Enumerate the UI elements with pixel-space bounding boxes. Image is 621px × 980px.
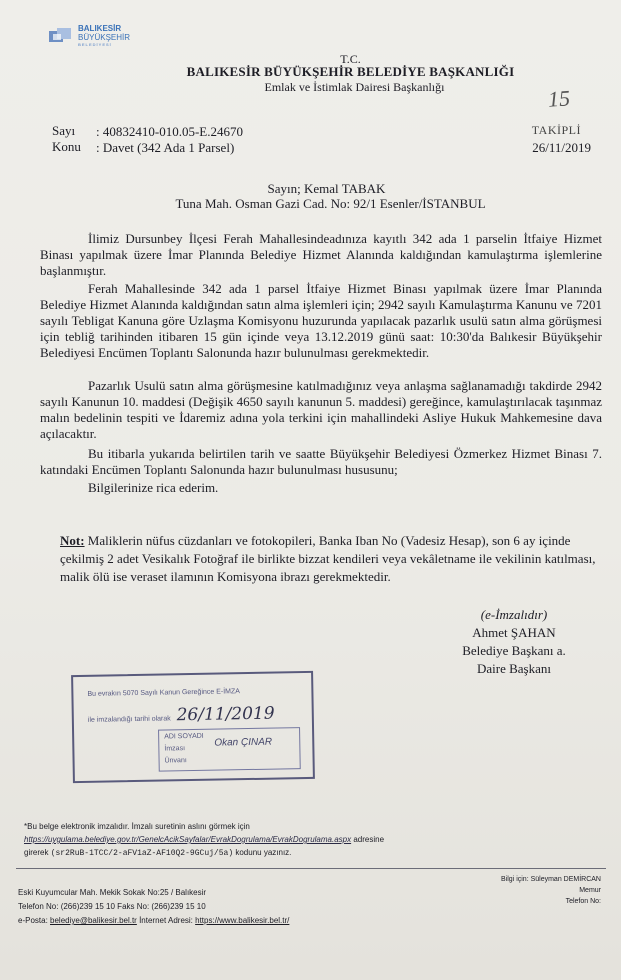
footer-web-link[interactable]: https://www.balikesir.bel.tr/	[195, 916, 290, 925]
konu-label: Konu	[52, 139, 81, 154]
recipient-name: Sayın; Kemal TABAK	[267, 181, 386, 196]
body-paragraph: Ferah Mahallesinde 342 ada 1 parsel İtfaiye Hizmet Binası yapılmak üzere İmar Planında Belediye Hizmet Alanında kaldığından satın alma işlemleri için; 2942 sayılı Kamulaştırma Kanunu ve 7201 sayılı Tebligat Kanuna göre Uzlaşma Komisyonu huzurunda yapılacak pazarlık usulü satın alma görüşmesi için tebliğ tarihinden itibaren 15 gün içinde veya 13.12.2019 günü saat: 10:30'da Balıkesir Büyükşehir Belediyesi Encümen Toplantı Salonunda hazır bulunulması gerekmektedir.	[40, 281, 602, 360]
signer-name: Ahmet ŞAHAN	[472, 625, 556, 640]
stamp-date: 26/11/2019	[176, 703, 275, 726]
verification-code-suffix: kodunu yazınız.	[233, 848, 292, 857]
footer-info-title: Memur	[579, 887, 601, 894]
stamp-signature-label: İmzası	[164, 745, 186, 753]
body-paragraph: İlimiz Dursunbey İlçesi Ferah Mahallesindeadınıza kayıtlı 342 ada 1 parselin İtfaiye Hizmet Binası yapılmak üzere İmar Planında Belediye Hizmet Alanında kaldığından kamulaştırma işlemlerine başlanmıştır.	[40, 231, 602, 278]
header-tc: T.C.	[340, 52, 361, 66]
verification-url[interactable]: https://uygulama.belediye.gov.tr/GenelcAcikSayfalar/EvrakDogrulama/EvrakDogrulama.aspx	[24, 835, 352, 844]
footer-info-label: Bilgi için: Süleyman DEMİRCAN	[501, 876, 601, 883]
verification-line-3	[24, 846, 384, 860]
footer-phone-fax: Telefon No: (266)239 15 10 Faks No: (266)239 15 10	[18, 902, 206, 911]
sayi-label: Sayı	[52, 123, 76, 138]
footer-email-link[interactable]: belediye@balikesir.bel.tr	[50, 916, 137, 925]
header-department: Emlak ve İstimlak Dairesi Başkanlığı	[264, 80, 445, 94]
footer-info-phone: Telefon No:	[565, 898, 601, 905]
receipt-stamp	[71, 671, 315, 783]
note-text: Maliklerin nüfus cüzdanları ve fotokopileri, Banka Iban No (Vadesiz Hesap), son 6 ay içinde çekilmiş 2 adet Vesikalık Fotoğraf ile birlikte bizzat kendileri veya vekâletname ile vekilinin katılması, malik ölü ise veraset ilamının Komisyona ibrazı gerekmektedir.	[60, 533, 596, 584]
footer-address: Eski Kuyumcular Mah. Mekik Sokak No:25 / Balıkesir	[18, 888, 207, 897]
verification-after-url: adresine	[351, 835, 385, 844]
paragraph-4	[40, 446, 602, 478]
stamp-name-label: ADI SOYADI	[164, 732, 204, 741]
handwritten-mark: 15	[547, 85, 571, 112]
body-paragraph: Bu itibarla yukarıda belirtilen tarih ve saatte Büyükşehir Belediyesi Özmerkez Hizmet Binası 7. katındaki Encümen Toplantı Salonunda hazır bulunulması hususunu;	[40, 446, 602, 477]
footer-email-label: e-Posta:	[18, 916, 51, 925]
logo-line-1: BALIKESİR	[78, 24, 122, 33]
stamp-title-label: Ünvanı	[164, 757, 187, 765]
logo-text	[78, 24, 130, 47]
closing-line: Bilgilerinize rica ederim.	[88, 480, 219, 495]
stamp-line-2	[88, 704, 275, 727]
verification-code-prefix: girerek	[24, 848, 51, 857]
sayi-value: : 40832410-010.05-E.24670	[96, 124, 243, 139]
konu-value: : Davet (342 Ada 1 Parsel)	[96, 140, 235, 155]
signer-title-2: Daire Başkanı	[476, 661, 551, 676]
document-date: 26/11/2019	[532, 140, 591, 155]
verification-line-1: *Bu belge elektronik imzalıdır. İmzalı suretinin aslını görmek için	[24, 822, 250, 831]
footer-info	[501, 874, 601, 907]
signer-title-1: Belediye Başkanı a.	[462, 643, 566, 658]
logo-line-2: BÜYÜKŞEHİR	[78, 33, 131, 42]
logo-line-3: BELEDİYESİ	[78, 42, 112, 47]
logo-mark-icon	[48, 27, 72, 45]
note-label: Not:	[60, 533, 85, 548]
recipient-address: Tuna Mah. Osman Gazi Cad. No: 92/1 Esenler/İSTANBUL	[175, 196, 486, 211]
verification-note	[24, 820, 384, 860]
verification-line-2	[24, 833, 384, 846]
footer-contact	[18, 886, 289, 928]
municipality-logo	[48, 24, 130, 47]
footer-divider	[16, 868, 606, 869]
header-institution: BALIKESİR BÜYÜKŞEHİR BELEDİYE BAŞKANLIĞI	[186, 64, 515, 79]
signature-block	[439, 606, 589, 678]
footer-web-label: İnternet Adresi:	[136, 916, 196, 925]
paragraph-5	[40, 480, 602, 496]
paragraph-2	[40, 281, 602, 361]
note-block	[60, 532, 600, 586]
e-signed-label: (e-İmzalıdır)	[480, 607, 548, 622]
body-paragraph: Pazarlık Usulü satın alma görüşmesine katılmadığınız veya anlaşma sağlanamadığı takdirde 2942 sayılı Kanunun 10. maddesi (Değişik 4650 sayılı kanunun 5. maddesi) gereğince, kamulaştırılacak taşınmaz malın bedelinin tespiti ve İdaremiz adına yola terkini için mahallindeki Asliye Hukuk Mahkemesine dava açılacaktır.	[40, 378, 602, 441]
paragraph-1	[40, 231, 602, 279]
stamp-scrawl: Okan ÇINAR	[214, 736, 273, 749]
stamp-line-2-text: ile imzalandığı tarihi olarak	[87, 715, 171, 724]
footer-email-web	[18, 914, 289, 928]
verification-code: (sr2RuB-1TCC/2-aFV1aZ-AF10Q2-9GCuj/5a)	[50, 849, 234, 858]
stamp-line-1: Bu evrakın 5070 Sayılı Kanun Gereğince E-İMZA	[87, 688, 240, 698]
paragraph-3	[40, 378, 602, 442]
status-badge: TAKİPLİ	[531, 123, 581, 137]
